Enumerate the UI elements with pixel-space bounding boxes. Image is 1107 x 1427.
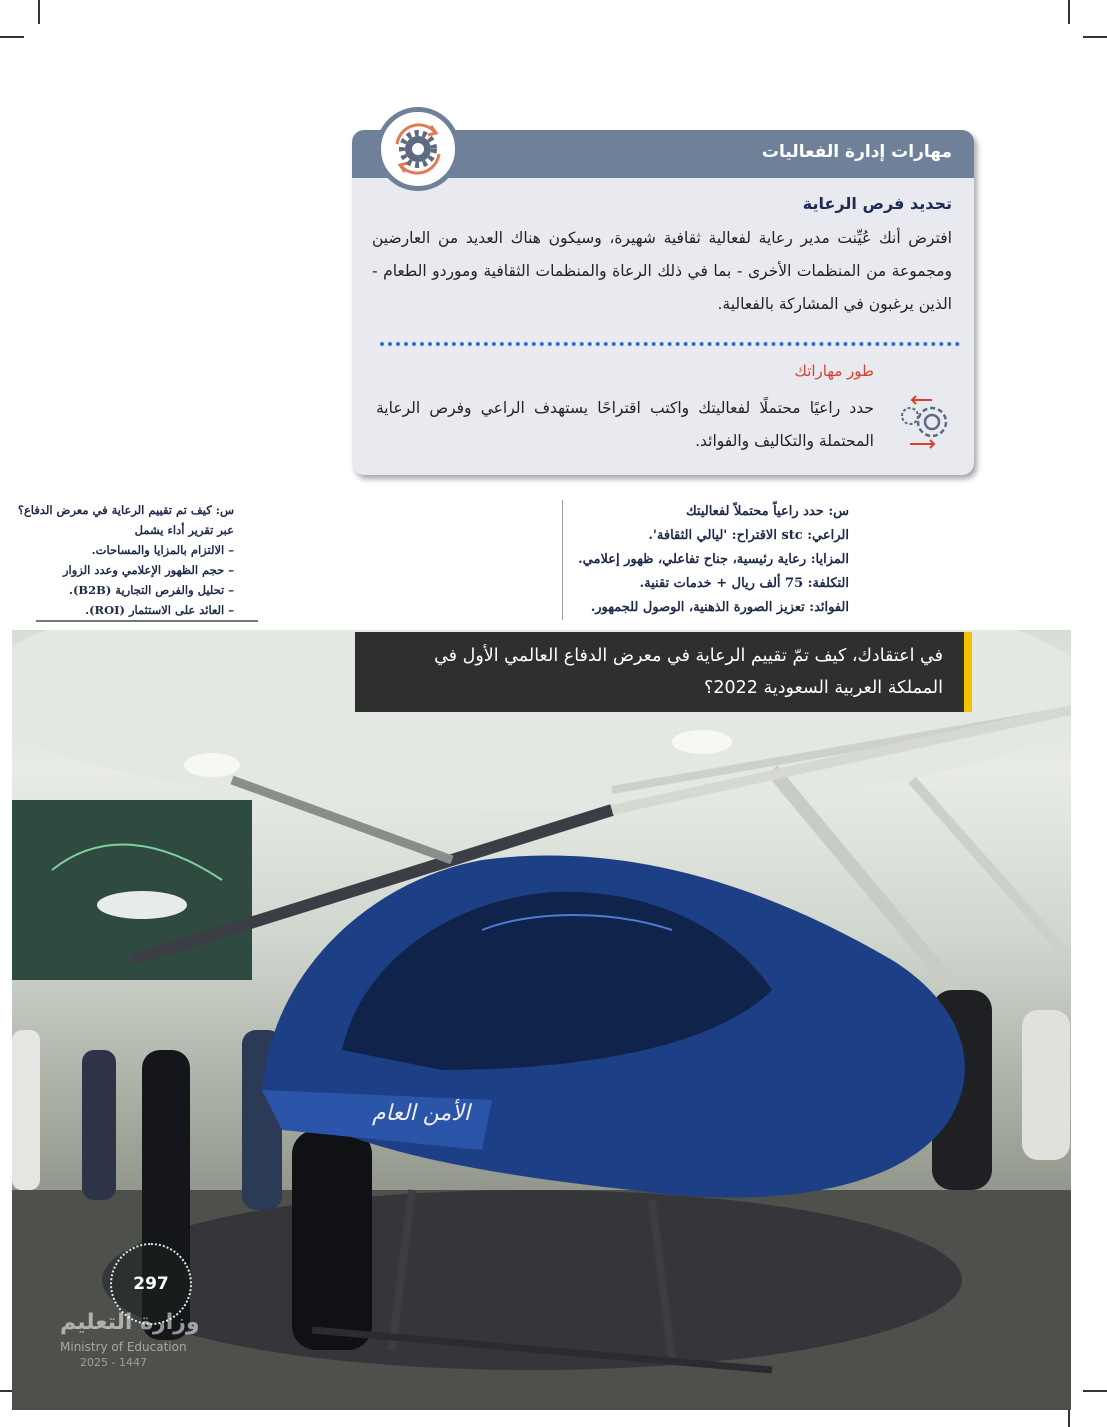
- note-line: – الالتزام بالمزايا والمساحات.: [91, 543, 234, 557]
- ministry-logo-english: Ministry of Education: [60, 1340, 187, 1354]
- note-line: س: كيف تم تقييم الرعاية في معرض الدفاع؟: [17, 503, 234, 517]
- note-line: – العائد على الاستثمار (ROI).: [85, 603, 234, 617]
- photo-caption-text: في اعتقادك، كيف تمّ تقييم الرعاية في معرض الدفاع العالمي الأول في المملكة العربية السعودية 2022؟: [434, 646, 943, 698]
- note-line: – حجم الظهور الإعلامي وعدد الزوار: [62, 563, 234, 577]
- gear-refresh-icon: [376, 107, 460, 191]
- develop-skills-text: حدد راعيًا محتملًا لفعاليتك واكتب اقتراحًا يستهدف الراعي وفرص الرعاية المحتملة والتكاليف والفوائد.: [376, 399, 874, 450]
- note-underline: [36, 620, 258, 622]
- helicopter-script: الأمن العام: [372, 1101, 470, 1126]
- note-line: المزايا: رعاية رئيسية، جناح تفاعلي، ظهور إعلامي.: [578, 552, 849, 567]
- crop-mark: [0, 36, 24, 38]
- dotted-divider: [380, 342, 960, 346]
- crop-mark: [38, 0, 40, 24]
- crop-mark: [1083, 36, 1107, 38]
- edition-year: 2025 - 1447: [80, 1356, 147, 1369]
- develop-skills-label: طور مهاراتك: [794, 362, 874, 380]
- ministry-logo-arabic: وزارة التعليم: [60, 1310, 200, 1335]
- page-number: 297: [110, 1243, 192, 1325]
- handwritten-note-evaluation: [17, 500, 234, 620]
- caption-accent-bar: [964, 632, 972, 712]
- note-line: الفوائد: تعزيز الصورة الذهنية، الوصول للجمهور.: [590, 600, 849, 615]
- crop-mark: [1068, 0, 1070, 24]
- note-line: الراعي: stc الاقتراح: 'ليالي الثقافة'.: [648, 528, 849, 543]
- note-line: عبر تقرير أداء يشمل: [134, 523, 234, 537]
- note-line: – تحليل والفرص التجارية (B2B).: [68, 583, 234, 597]
- skill-box-title: مهارات إدارة الفعاليات: [761, 142, 952, 162]
- section-heading: تحديد فرص الرعاية: [802, 194, 952, 213]
- scenario-paragraph: افترض أنك عُيِّنت مدير رعاية لفعالية ثقافية شهيرة، وسيكون هناك العديد من العارضين ومجموعة من المنظمات الأخرى - بما في ذلك الرعاة والمنظمات الثقافية وموردو الطعام - الذين يرغبون في المشاركة بالفعالية.: [372, 229, 952, 313]
- gears-cycle-icon: [892, 386, 962, 456]
- handwritten-note-sponsor: [562, 500, 849, 620]
- crop-mark: [1083, 1390, 1107, 1392]
- note-line: التكلفة: 75 ألف ريال + خدمات تقنية.: [639, 576, 849, 591]
- note-line: س: حدد راعياً محتملاً لفعاليتك: [685, 504, 849, 519]
- photo-caption: [355, 632, 967, 712]
